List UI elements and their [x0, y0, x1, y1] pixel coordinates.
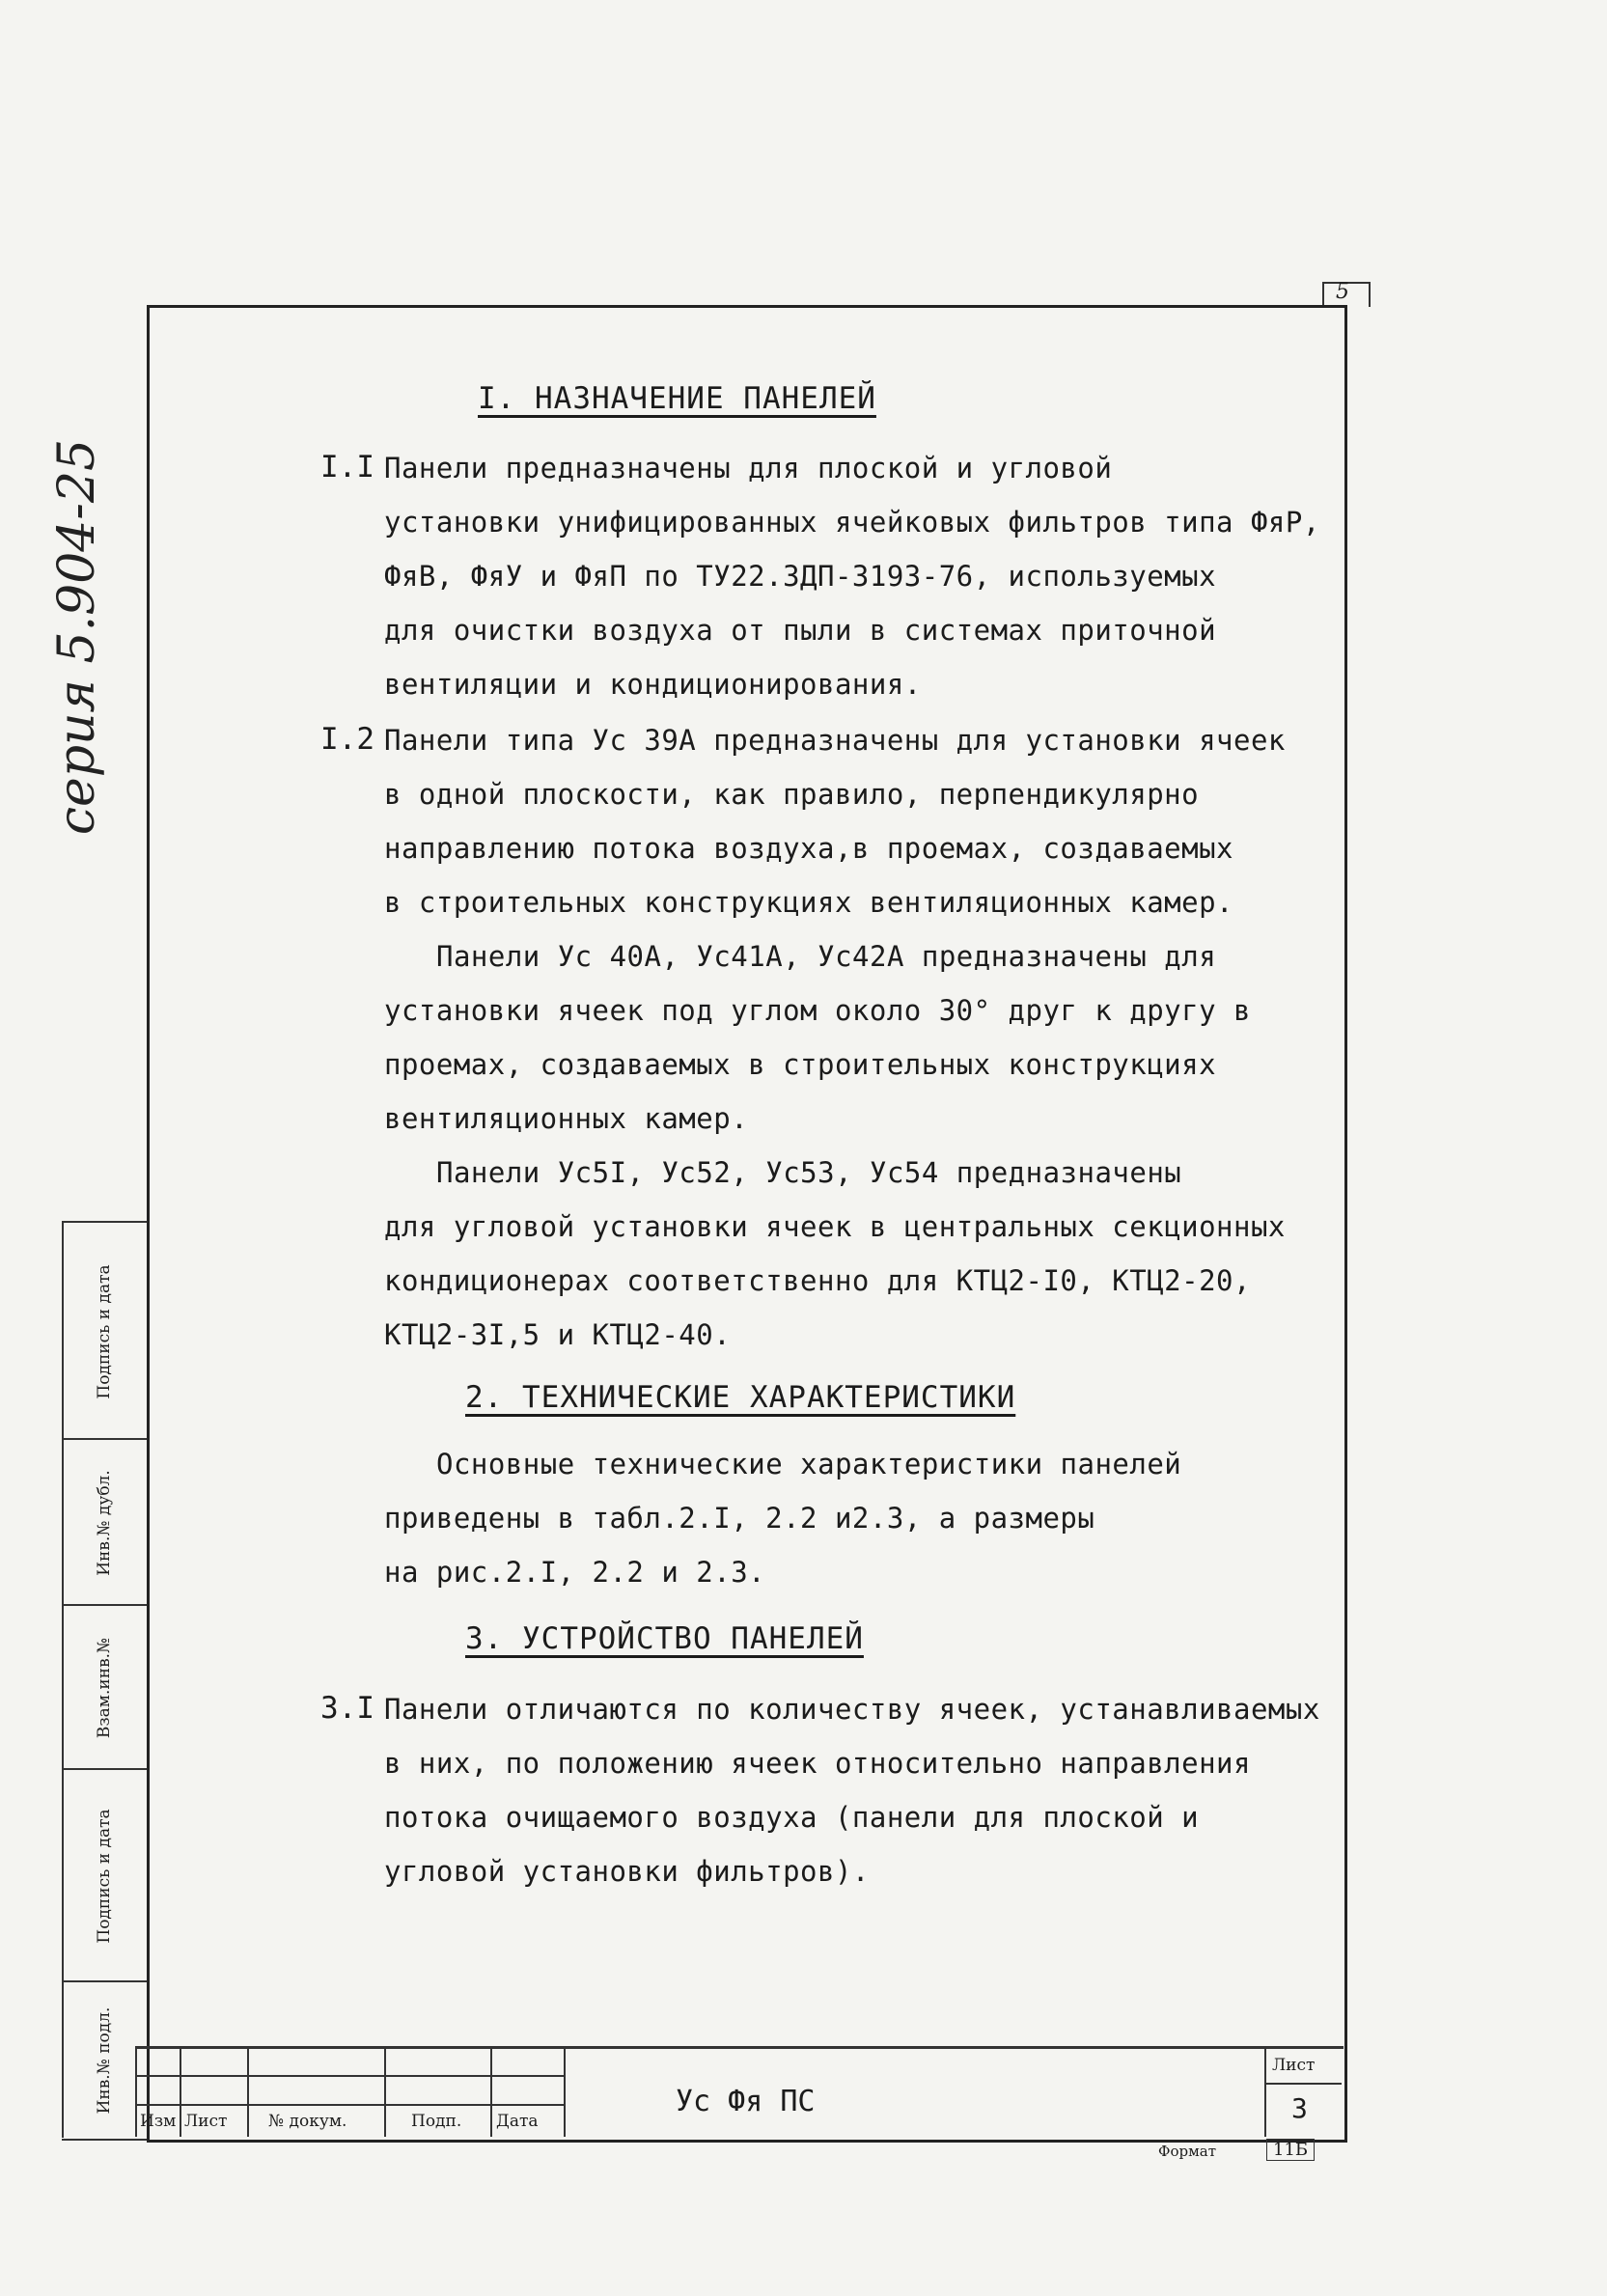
text-line: установки унифицированных ячейковых фильтров типа ФяР,: [384, 506, 1320, 539]
page-number: 5: [1336, 280, 1349, 304]
title-block-row-line: [135, 2104, 566, 2106]
side-stamp-1-label: Подпись и дата: [95, 1263, 114, 1399]
page-number-box: [1322, 282, 1371, 307]
title-block-col-line: [384, 2046, 386, 2137]
text-line: в них, по положению ячеек относительно направления: [384, 1747, 1251, 1780]
side-stamp-2-label: Инв.№ дубл.: [95, 1470, 114, 1576]
title-block-top-line: [135, 2046, 1344, 2049]
text-line: для очистки воздуха от пыли в системах приточной: [384, 614, 1217, 647]
side-stamp-5-label: Инв.№ подл.: [95, 2006, 114, 2115]
paragraph-1-1-number: I.I: [320, 450, 374, 484]
column-doc-number: № докум.: [268, 2112, 347, 2131]
column-izm: Изм: [140, 2112, 177, 2131]
series-label: [29, 425, 125, 849]
series-label-text: серия 5.904-25: [48, 438, 106, 836]
document-designation: Ус Фя ПС: [676, 2085, 816, 2118]
text-line: вентиляции и кондиционирования.: [384, 668, 922, 701]
text-line: потока очищаемого воздуха (панели для плоской и: [384, 1801, 1200, 1834]
side-stamp-3-label: Взам.инв.№: [95, 1637, 114, 1739]
text-line: угловой установки фильтров).: [384, 1855, 870, 1888]
text-line: приведены в табл.2.I, 2.2 и2.3, а размеры: [384, 1502, 1095, 1535]
text-line: кондиционерах соответственно для КТЦ2-I0, КТЦ2-20,: [384, 1264, 1251, 1297]
text-line: на рис.2.I, 2.2 и 2.3.: [384, 1556, 766, 1589]
text-line: ФяВ, ФяУ и ФяП по ТУ22.3ДП-3193-76, используемых: [384, 560, 1217, 593]
text-line: проемах, создаваемых в строительных конструкциях: [384, 1048, 1217, 1081]
text-line: в строительных конструкциях вентиляционных камер.: [384, 886, 1234, 919]
column-list: Лист: [184, 2112, 228, 2131]
side-stamp-1: [62, 1221, 147, 1440]
text-line: Панели предназначены для плоской и угловой: [384, 452, 1113, 484]
format-label: Формат: [1158, 2143, 1216, 2160]
paragraph-1-2-number: I.2: [320, 722, 374, 757]
text-line: направлению потока воздуха,в проемах, создаваемых: [384, 832, 1234, 865]
format-value: 11Б: [1266, 2139, 1315, 2161]
title-block-col-line: [247, 2046, 249, 2137]
side-stamp-4-label: Подпись и дата: [95, 1809, 114, 1944]
text-line: Основные технические характеристики панелей: [436, 1448, 1182, 1480]
column-signature: Подп.: [411, 2112, 462, 2131]
side-stamp-5: [62, 1980, 147, 2141]
text-line: Панели отличаются по количеству ячеек, устанавливаемых: [384, 1693, 1320, 1726]
title-block-row-line: [1264, 2083, 1342, 2085]
text-line: установки ячеек под углом около 30° друг к другу в: [384, 994, 1251, 1027]
side-stamp-4: [62, 1768, 147, 1982]
sheet-number: 3: [1291, 2092, 1308, 2124]
section-2-heading: 2. ТЕХНИЧЕСКИЕ ХАРАКТЕРИСТИКИ: [465, 1380, 1016, 1415]
section-3-heading: 3. УСТРОЙСТВО ПАНЕЛЕЙ: [465, 1621, 864, 1656]
side-stamp-3: [62, 1604, 147, 1770]
title-block-col-line: [1264, 2046, 1266, 2137]
title-block-row-line: [135, 2075, 566, 2077]
title-block-col-line: [490, 2046, 492, 2137]
title-block-col-line: [180, 2046, 181, 2137]
section-1-heading: I. НАЗНАЧЕНИЕ ПАНЕЛЕЙ: [478, 381, 876, 416]
title-block-col-line: [135, 2046, 137, 2137]
column-date: Дата: [496, 2112, 539, 2131]
text-line: Панели Ус5I, Ус52, Ус53, Ус54 предназначены: [436, 1156, 1182, 1189]
text-line: в одной плоскости, как правило, перпендикулярно: [384, 778, 1200, 811]
text-line: вентиляционных камер.: [384, 1102, 749, 1135]
sheet-label: Лист: [1272, 2056, 1316, 2075]
text-line: Панели Ус 40А, Ус41А, Ус42А предназначены для: [436, 940, 1217, 973]
title-block-col-line: [564, 2046, 566, 2137]
text-line: Панели типа Ус 39А предназначены для установки ячеек: [384, 724, 1286, 757]
paragraph-3-1-number: 3.I: [320, 1691, 374, 1726]
text-line: КТЦ2-3I,5 и КТЦ2-40.: [384, 1318, 732, 1351]
side-stamp-2: [62, 1438, 147, 1606]
text-line: для угловой установки ячеек в центральных секционных: [384, 1210, 1286, 1243]
